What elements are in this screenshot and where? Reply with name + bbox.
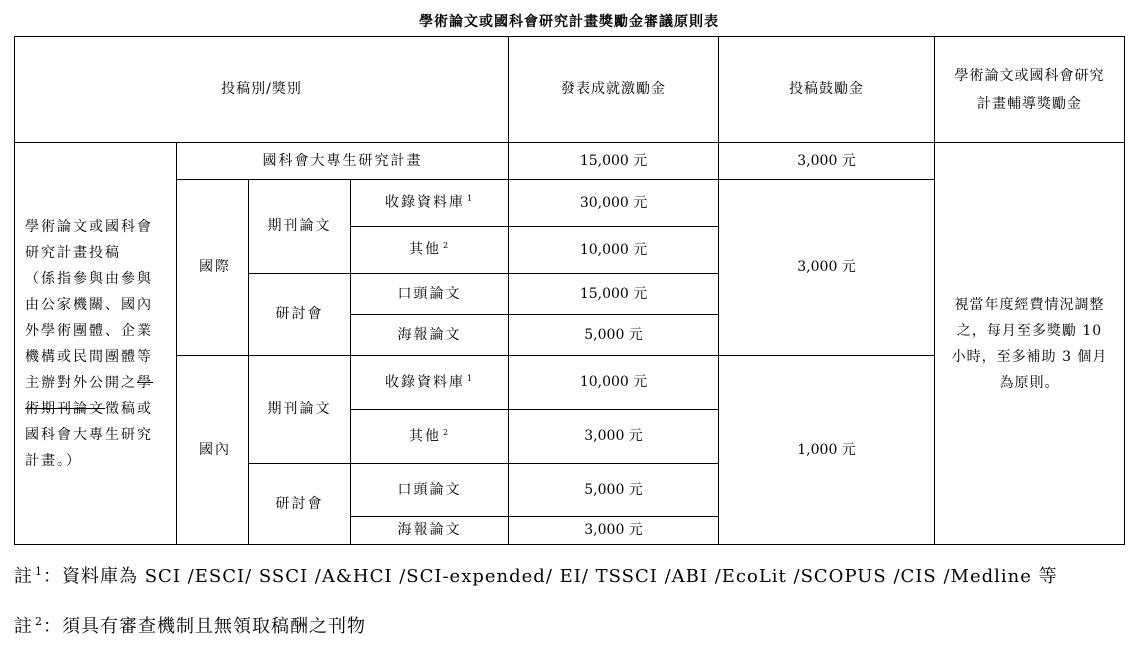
award-table — [14, 36, 1125, 545]
nstc-label: 國科會大專生研究計畫 — [177, 143, 509, 180]
dom-indexed-value: 10,000 元 — [509, 356, 719, 410]
nstc-publication-value: 15,000 元 — [509, 143, 719, 180]
intl-other-sup: 2 — [442, 241, 451, 251]
dom-journal-label: 期刊論文 — [249, 356, 351, 464]
header-guidance-line-1: 學術論文或國科會研究 — [954, 67, 1105, 84]
footnote-2-prefix: 註 — [14, 616, 33, 637]
intl-other-cell — [351, 227, 509, 274]
dom-label: 國內 — [177, 356, 249, 545]
left-desc-line-8-strike: 術期刊論文 — [25, 400, 105, 417]
left-desc-line-10: 計畫。） — [25, 452, 82, 469]
right-desc-line-2: 之，每月至多獎勵 10 — [956, 322, 1103, 339]
footnote-1-text: ：資料庫為 SCI /ESCI/ SSCI /A&HCI /SCI-expended/ EI/ TSSCI /ABI /EcoLit /SCOPUS /CIS /Medline 等 — [43, 566, 1058, 587]
nstc-submission-value: 3,000 元 — [719, 143, 935, 180]
header-row — [15, 37, 1125, 143]
dom-indexed-sup: 1 — [466, 373, 475, 383]
left-desc-line-3: （係指參與由參與 — [25, 270, 153, 287]
left-desc-line-7 — [25, 370, 170, 396]
left-desc-line-7-strike: 學 — [137, 374, 153, 391]
dom-indexed-cell — [351, 356, 509, 410]
footnote-1-sup: 1 — [35, 565, 43, 578]
left-desc-line-6: 機構或民間團體等 — [25, 348, 153, 365]
dom-other-label: 其他 — [408, 428, 441, 445]
left-desc-line-9: 國科會大專生研究 — [25, 426, 153, 443]
dom-oral-label: 口頭論文 — [351, 464, 509, 517]
intl-indexed-label: 收錄資料庫 — [384, 194, 465, 211]
header-guidance-award — [935, 37, 1125, 143]
header-submission-award: 投稿鼓勵金 — [719, 37, 935, 143]
right-desc-line-4: 為原則。 — [999, 374, 1060, 391]
dom-submission-value: 1,000 元 — [719, 356, 935, 545]
footnote-1 — [14, 562, 1058, 588]
right-desc-line-3: 小時，至多補助 3 個月 — [951, 348, 1108, 365]
header-guidance-line-2: 計畫輔導獎勵金 — [977, 95, 1083, 112]
dom-oral-value: 5,000 元 — [509, 464, 719, 517]
intl-submission-value: 3,000 元 — [719, 180, 935, 356]
left-desc-line-7-text: 主辦對外公開之 — [25, 374, 137, 391]
left-description — [15, 143, 177, 545]
intl-poster-label: 海報論文 — [351, 315, 509, 356]
footnote-2 — [14, 612, 366, 638]
dom-indexed-label: 收錄資料庫 — [384, 374, 465, 391]
row-nstc — [15, 143, 1125, 180]
intl-poster-value: 5,000 元 — [509, 315, 719, 356]
intl-indexed-cell — [351, 180, 509, 227]
left-desc-line-8 — [25, 396, 170, 422]
intl-label: 國際 — [177, 180, 249, 356]
dom-conf-label: 研討會 — [249, 464, 351, 545]
right-description — [935, 143, 1125, 545]
document-title: 學術論文或國科會研究計畫獎勵金審議原則表 — [419, 14, 719, 30]
dom-other-value: 3,000 元 — [509, 410, 719, 464]
intl-oral-value: 15,000 元 — [509, 274, 719, 315]
dom-other-cell — [351, 410, 509, 464]
dom-poster-label: 海報論文 — [351, 517, 509, 545]
intl-indexed-value: 30,000 元 — [509, 180, 719, 227]
right-desc-line-1: 視當年度經費情況調整 — [954, 296, 1105, 313]
left-desc-line-5: 外學術團體、企業 — [25, 322, 153, 339]
left-desc-line-8-rest: 徵稿或 — [105, 400, 153, 417]
intl-conf-label: 研討會 — [249, 274, 351, 356]
footnote-2-text: ：須具有審查機制且無領取稿酬之刊物 — [43, 616, 366, 637]
header-type: 投稿別/獎別 — [15, 37, 509, 143]
left-desc-line-1: 學術論文或國科會 — [25, 218, 153, 235]
intl-other-value: 10,000 元 — [509, 227, 719, 274]
left-desc-line-4: 由公家機關、國內 — [25, 296, 153, 313]
intl-indexed-sup: 1 — [466, 194, 475, 204]
footnote-2-sup: 2 — [35, 615, 43, 628]
dom-poster-value: 3,000 元 — [509, 517, 719, 545]
intl-journal-label: 期刊論文 — [249, 180, 351, 274]
intl-oral-label: 口頭論文 — [351, 274, 509, 315]
header-publication-award: 發表成就激勵金 — [509, 37, 719, 143]
footnote-1-prefix: 註 — [14, 566, 33, 587]
dom-other-sup: 2 — [442, 427, 451, 437]
left-desc-line-2: 研究計畫投稿 — [25, 244, 121, 261]
intl-other-label: 其他 — [408, 241, 441, 258]
